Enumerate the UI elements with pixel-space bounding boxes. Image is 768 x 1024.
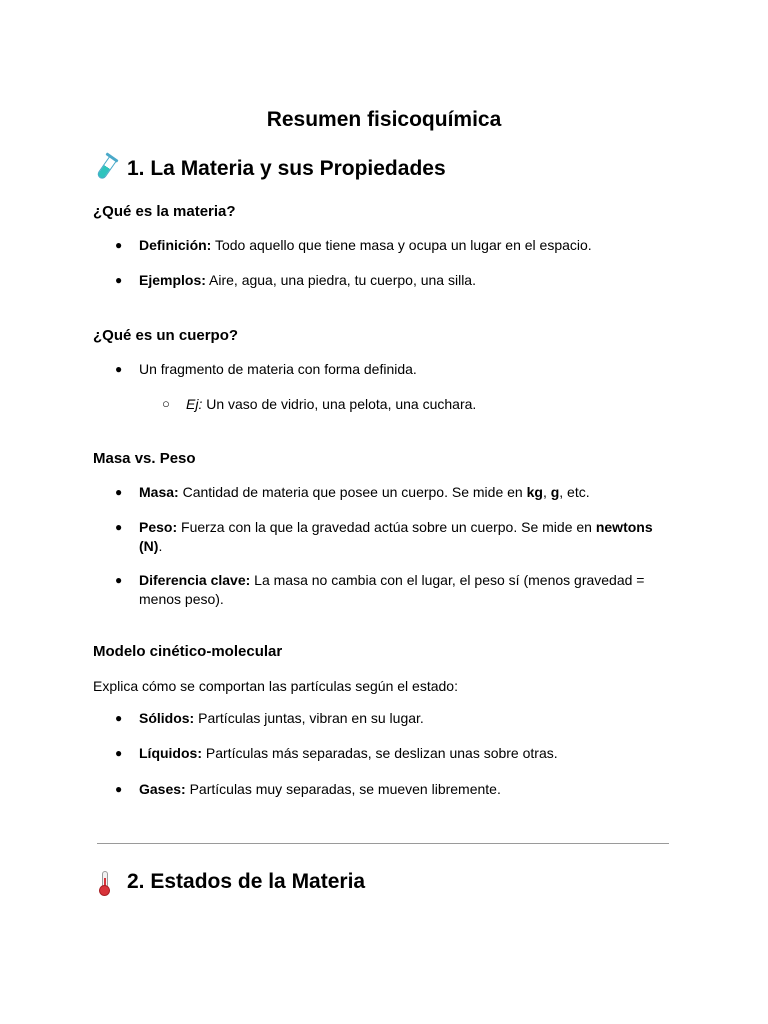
item-label: Líquidos: [139, 745, 202, 761]
item-label: Peso: [139, 519, 178, 535]
item-text: Cantidad de materia que posee un cuerpo. Se mide en [178, 484, 527, 500]
item-text: Un fragmento de materia con forma definida. [139, 361, 417, 377]
list-item [115, 518, 669, 556]
bullet-icon: ● [115, 273, 123, 287]
unit-kg: kg [526, 484, 543, 500]
subheading-modelo: Modelo cinético-molecular [93, 643, 283, 660]
list-item [115, 360, 669, 379]
subheading-masa-peso: Masa vs. Peso [93, 450, 196, 467]
list-item [115, 483, 669, 502]
subheading-materia: ¿Qué es la materia? [93, 203, 236, 220]
item-label: Ej: [186, 396, 203, 412]
item-text: Todo aquello que tiene masa y ocupa un lugar en el espacio. [211, 237, 592, 253]
item-text-end: . [158, 538, 163, 554]
unit-separator: , [542, 484, 551, 500]
list-item [115, 571, 669, 609]
bullet-icon: ● [115, 520, 123, 534]
sub-list-item [162, 395, 477, 414]
unit-newtons: newtons (N) [139, 519, 653, 554]
bullet-icon: ● [115, 746, 123, 760]
horizontal-divider [97, 843, 669, 844]
list-item [115, 236, 669, 255]
item-label: Ejemplos: [139, 272, 206, 288]
section-heading-materia [93, 157, 446, 181]
section-heading-text: 1. La Materia y sus Propiedades [127, 157, 446, 180]
subheading-cuerpo: ¿Qué es un cuerpo? [93, 327, 239, 344]
bullet-icon: ● [115, 573, 123, 587]
bullet-icon: ● [115, 711, 123, 725]
item-text-end: , etc. [559, 484, 590, 500]
item-text: Partículas juntas, vibran en su lugar. [194, 710, 424, 726]
item-label: Diferencia clave: [139, 572, 251, 588]
paragraph-intro: Explica cómo se comportan las partículas según el estado: [93, 678, 458, 694]
bullet-icon: ● [115, 238, 123, 252]
item-text: Partículas muy separadas, se mueven libremente. [185, 781, 501, 797]
document-title: Resumen fisicoquímica [266, 108, 502, 131]
list-item [115, 271, 669, 290]
item-label: Masa: [139, 484, 179, 500]
thermometer-icon [93, 870, 119, 894]
bullet-icon: ● [115, 362, 123, 376]
bullet-icon: ● [115, 782, 123, 796]
unit-g: g [550, 484, 560, 500]
item-text: Fuerza con la que la gravedad actúa sobre un cuerpo. Se mide en [177, 519, 596, 535]
section-heading-estados [93, 870, 365, 894]
sub-bullet-icon: ○ [162, 396, 170, 411]
item-text: La masa no cambia con el lugar, el peso sí (menos gravedad = menos peso). [139, 572, 645, 607]
bullet-icon: ● [115, 485, 123, 499]
item-text: Un vaso de vidrio, una pelota, una cuchara. [202, 396, 477, 412]
list-item [115, 709, 669, 728]
test-tube-icon [93, 157, 119, 181]
list-item [115, 744, 669, 763]
item-label: Sólidos: [139, 710, 195, 726]
list-item [115, 780, 669, 799]
item-label: Gases: [139, 781, 186, 797]
section-heading-text: 2. Estados de la Materia [127, 870, 366, 893]
item-text: Aire, agua, una piedra, tu cuerpo, una silla. [205, 272, 476, 288]
item-label: Definición: [139, 237, 212, 253]
item-text: Partículas más separadas, se deslizan unas sobre otras. [202, 745, 558, 761]
